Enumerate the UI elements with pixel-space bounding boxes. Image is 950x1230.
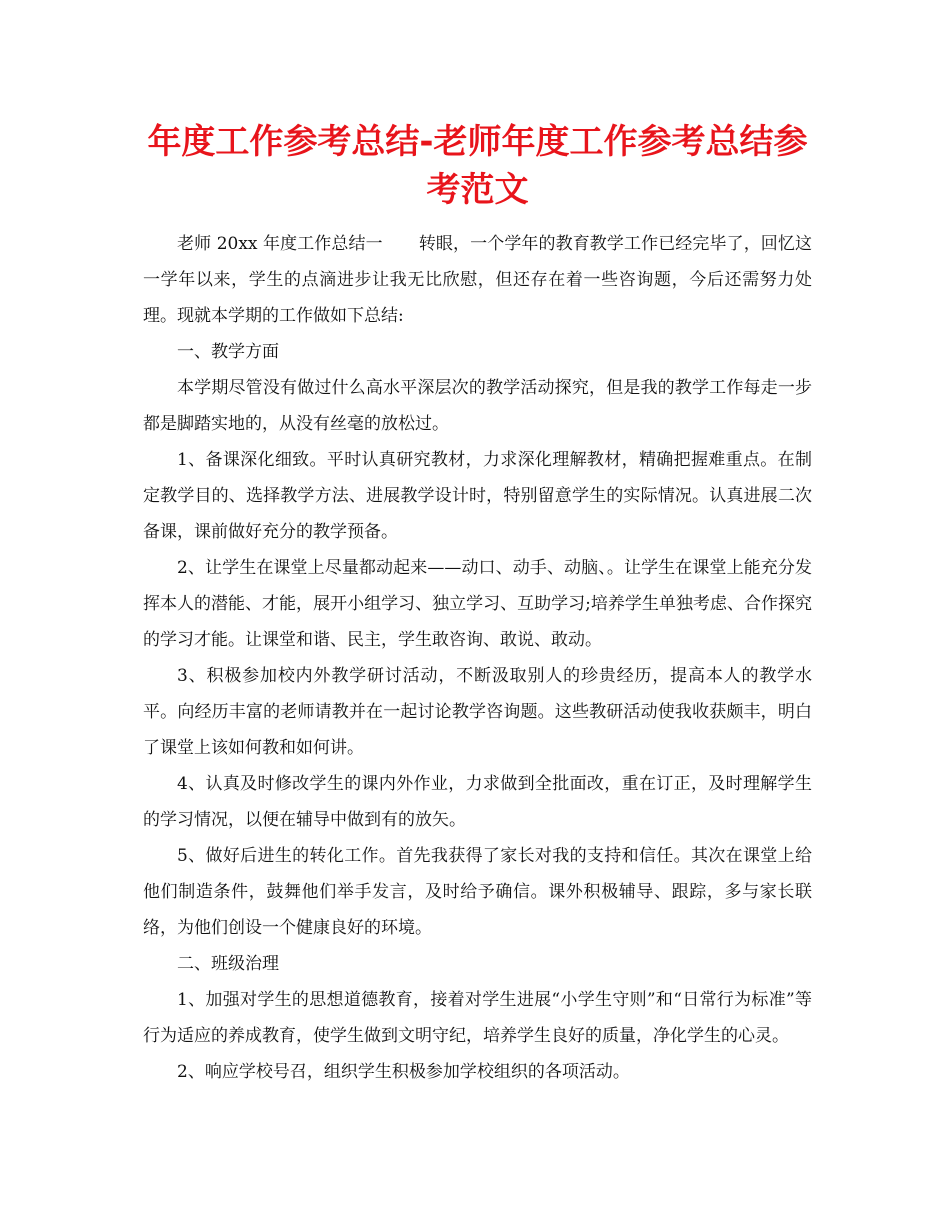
paragraph: 5、做好后进生的转化工作。首先我获得了家长对我的支持和信任。其次在课堂上给他们制造条件，鼓舞他们举手发言，及时给予确信。课外积极辅导、跟踪，多与家长联络，为他们创设一个健康良好的环境。 bbox=[143, 846, 812, 938]
paragraph: 2、响应学校号召，组织学生积极参加学校组织的各项活动。 bbox=[177, 1062, 630, 1082]
intro-label: 老师 20xx 年度工作总结一 bbox=[177, 234, 383, 254]
paragraph: 1、备课深化细致。平时认真研究教材，力求深化理解教材，精确把握难重点。在制定教学目的、选择教学方法、进展教学设计时，特别留意学生的实际情况。认真进展二次备课，课前做好充分的教学预备。 bbox=[143, 450, 812, 542]
paragraph: 1、加强对学生的思想道德教育，接着对学生进展“小学生守则”和“日常行为标准”等行为适应的养成教育，使学生做到文明守纪，培养学生良好的质量，净化学生的心灵。 bbox=[143, 990, 812, 1046]
paragraph: 4、认真及时修改学生的课内外作业，力求做到全批面改，重在订正，及时理解学生的学习情况，以便在辅导中做到有的放矢。 bbox=[143, 774, 812, 830]
section-heading-class-management: 二、班级治理 bbox=[177, 954, 279, 974]
paragraph: 3、积极参加校内外教学研讨活动，不断汲取别人的珍贵经历，提高本人的教学水平。向经历丰富的老师请教并在一起讨论教学咨询题。这些教研活动使我收获颇丰，明白了课堂上该如何教和如何讲。 bbox=[143, 666, 812, 758]
document-body bbox=[143, 226, 812, 1090]
paragraph: 2、让学生在课堂上尽量都动起来——动口、动手、动脑、。让学生在课堂上能充分发挥本人的潜能、才能，展开小组学习、独立学习、互助学习;培养学生单独考虑、合作探究的学习才能。让课堂和谐、民主，学生敢咨询、敢说、敢动。 bbox=[143, 558, 812, 650]
paragraph: 本学期尽管没有做过什么高水平深层次的教学活动探究，但是我的教学工作每走一步都是脚踏实地的，从没有丝毫的放松过。 bbox=[143, 378, 812, 434]
section-heading-teaching: 一、教学方面 bbox=[177, 342, 279, 362]
document-title: 年度工作参考总结-老师年度工作参考总结参考范文 bbox=[147, 122, 808, 210]
intro-paragraph bbox=[143, 226, 812, 334]
intro-text: 转眼，一个学年的教育教学工作已经完毕了，回忆这一学年以来，学生的点滴进步让我无比欣慰，但还存在着一些咨询题，今后还需努力处理。现就本学期的工作做如下总结: bbox=[143, 234, 813, 326]
